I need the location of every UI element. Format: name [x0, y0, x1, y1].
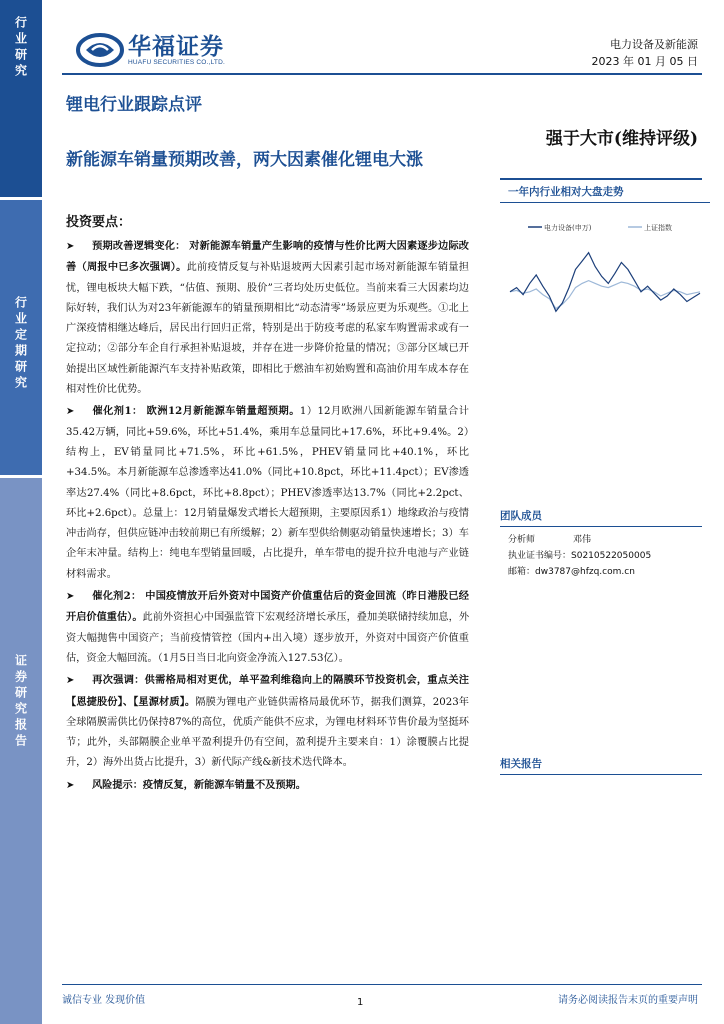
report-title: 锂电行业跟踪点评	[66, 95, 202, 115]
paragraph-lead: 催化剂1： 欧洲12月新能源车销量超预期。	[92, 405, 300, 418]
legend-label: 电力设备(申万)	[544, 224, 592, 232]
logo-english-text: HUAFU SECURITIES CO.,LTD.	[128, 59, 225, 66]
report-date: 2023 年 01 月 05 日	[591, 55, 698, 68]
paragraph	[66, 401, 469, 585]
arrow-icon: ➤	[66, 779, 75, 791]
paragraph-lead: 风险提示：疫情反复，新能源车销量不及预期。	[92, 778, 306, 791]
email-link[interactable]: dw3787@hfzq.com.cn	[535, 567, 635, 577]
cert-row	[508, 548, 651, 564]
paragraph-lead: 再次强调：供需格局相对更优，单平盈利维稳向上的隔膜环节投资机会，重点关注【恩捷股份】、【星源材质】。	[66, 674, 469, 708]
sidebar-label-1: 行业研究	[13, 16, 28, 80]
chart-section-title: 一年内行业相对大盘走势	[500, 184, 710, 203]
rating-badge: 强于大市(维持评级)	[545, 129, 698, 149]
paragraph-text: 1）12月欧洲八国新能源车销量合计35.42万辆，同比+59.6%，环比+51.4%，乘用车总量同比+17.6%，环比+9.4%。2）结构上，EV销量同比+71.5%，环比+61.5%，PHEV销量同比+40.1%，环比+34.5%。本月新能源车总渗透率达41.0%（同比+10.8pct，环比+11.4pct）；EV渗透率达27.4%（同比+8.6pct，环比+8.8pct）；PHEV渗透率达13.7%（同比+2.2pct、环比+2.6pct）。总量上：12月销量爆发式增长大超预期，主要原因系1）地缘政治与疫情冲击尚存，但供应链冲击较前期已有所缓解；2）新车型供给侧驱动销量快速增长；3）车企年末冲量。结构上：纯电车型销量回暖，占比提升，单车带电的提升拉升电池与产业链材料需求。	[66, 406, 469, 580]
email-label: 邮箱：	[508, 567, 536, 577]
paragraph-text: 此前疫情反复与补贴退坡两大因素引起市场对新能源车销量担忧，锂电板块大幅下跌，“估值、预期、股价”三者均处历史低位。当前来看三大因素均边际好转，我们认为对23年新能源车的销量预期相比“动态清零”场景应更为乐观些。①北上广深疫情相继达峰后，居民出行回归正常，特别是出于防疫考虑的私家车购置需求或有一定拉动；②部分车企自行承担补贴退坡，并存在进一步降价抢量的情况；③部分区域已开始提出区域性新能源汽车支持补贴政策，即相比于燃油车初始购置和高油价用车成本存在相对性价比优势。	[66, 262, 469, 396]
right-column-divider	[500, 178, 702, 180]
paragraph	[66, 586, 469, 669]
header-divider	[62, 73, 702, 75]
logo-text: 华福证券	[128, 34, 224, 60]
footer-slogan: 诚信专业 发现价值	[62, 995, 146, 1006]
paragraph	[66, 236, 469, 400]
report-category: 电力设备及新能源	[610, 38, 698, 51]
arrow-icon: ➤	[66, 241, 75, 252]
page-number: 1	[357, 997, 364, 1008]
report-body	[66, 236, 469, 797]
paragraph	[66, 775, 469, 796]
analyst-row	[508, 532, 651, 548]
analyst-label: 分析师	[508, 535, 536, 545]
paragraph-text: 隔膜为锂电产业链供需格局最优环节，据我们测算，2023年全球隔膜需供比仍保持87%的高位，优质产能供不应求，为锂电材料环节售价最为坚挺环节；此外，头部隔膜企业单平盈利提升仍有空间，盈利提升主要来自：1）涂覆膜占比提升，2）海外出货占比提升，3）新代际产线&新技术迭代降本。	[66, 696, 469, 769]
cert-label: 执业证书编号：	[508, 551, 572, 561]
paragraph	[66, 670, 469, 773]
related-reports-title: 相关报告	[500, 756, 702, 775]
team-section-title: 团队成员	[500, 508, 702, 527]
sidebar-label-3: 证券研究报告	[13, 654, 28, 750]
arrow-icon: ➤	[66, 406, 75, 418]
footer-disclaimer: 请务必阅读报告末页的重要声明	[558, 995, 698, 1006]
team-members	[508, 532, 651, 580]
series-line	[510, 281, 700, 309]
report-headline: 新能源车销量预期改善，两大因素催化锂电大涨	[66, 150, 423, 170]
cert-number: S0210522050005	[571, 551, 652, 561]
series-line	[510, 253, 700, 312]
sidebar-label-2: 行业定期研究	[13, 296, 28, 392]
arrow-icon: ➤	[66, 675, 75, 687]
sidebar-section-securities-report	[0, 478, 42, 1024]
sidebar-section-industry-research	[0, 0, 42, 197]
footer-divider	[62, 984, 702, 985]
paragraph-text: 此前外资担心中国强监管下宏观经济增长承压，叠加美联储持续加息，外资大幅抛售中国资产；当前疫情管控（国内+出入境）逐步放开，外资对中国资产价值重估，资金大幅回流。（1月5日当日北向资金净流入127.53亿）。	[66, 612, 469, 664]
section-title: 投资要点：	[66, 215, 132, 230]
paragraph-lead: 催化剂2： 中国疫情放开后外资对中国资产价值重估后的资金回流（昨日港股已经开启价值重估）。	[66, 590, 469, 624]
sidebar-section-periodic	[0, 200, 42, 475]
legend-label: 上证指数	[644, 224, 672, 232]
analyst-name: 邓伟	[573, 535, 592, 545]
paragraph-lead: 预期改善逻辑变化： 对新能源车销量产生影响的疫情与性价比两大因素逐步边际改善（周报中已多次强调）。	[66, 240, 469, 274]
email-row	[508, 564, 651, 580]
relative-performance-chart	[500, 208, 704, 324]
arrow-icon: ➤	[66, 591, 75, 603]
